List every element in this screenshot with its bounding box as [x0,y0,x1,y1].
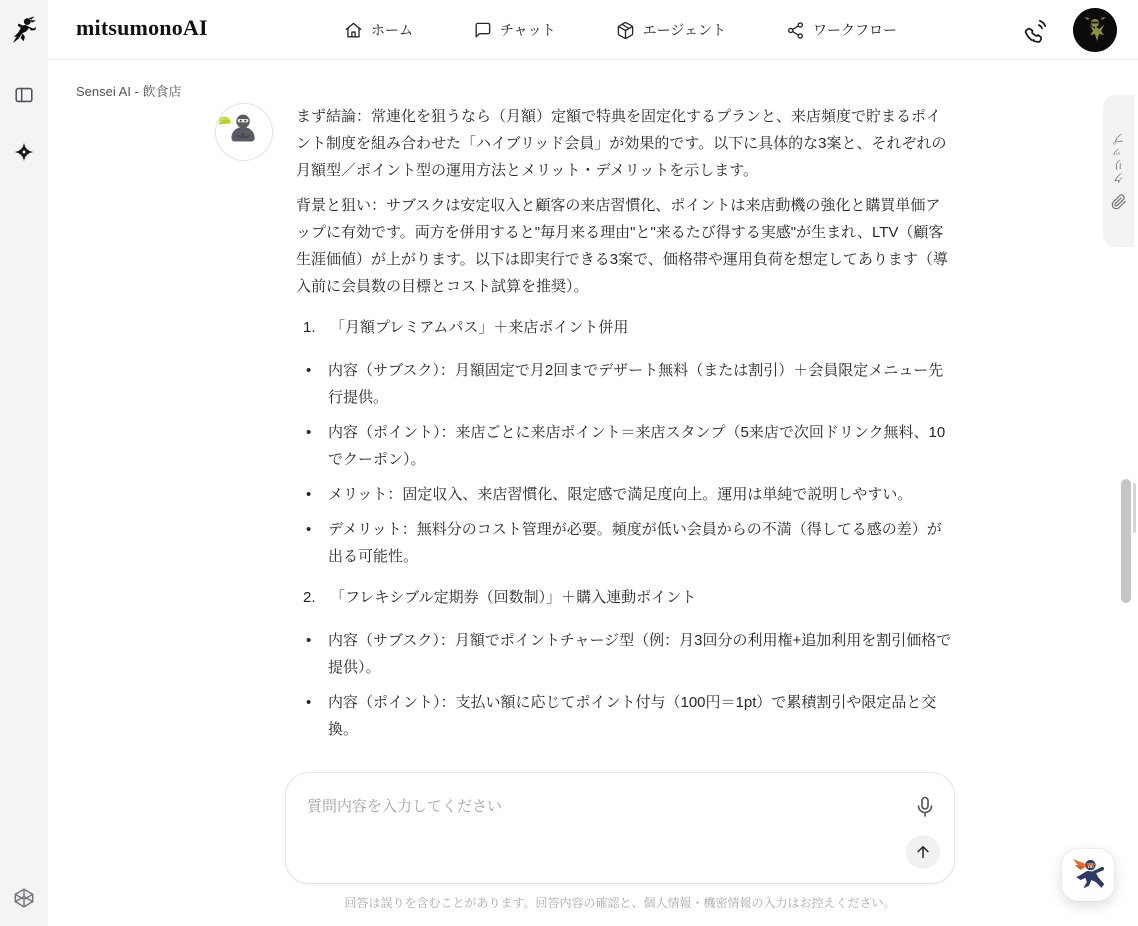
assistant-avatar [215,103,273,161]
page-scrollbar-thumb[interactable] [1133,483,1136,533]
share-nodes-icon [786,21,805,40]
nav-item-agent[interactable] [616,20,726,40]
chat-scrollbar-thumb[interactable] [1121,479,1131,603]
home-icon [344,21,363,40]
list-number: 2. [303,589,316,606]
nav-label: ワークフロー [813,22,898,38]
clip-tab-label: クリップ [1112,132,1126,184]
nav-label: ホーム [371,22,413,38]
message-paragraph: まず結論：常連化を狙うなら（月額）定額で特典を固定化するプランと、来店頻度で貯まるポイント制度を組み合わせた「ハイブリッド会員」が効果的です。以下に具体的な3案と、それぞれの月額型／ポイント型の運用方法とメリット・デメリットを示します。 [296,108,947,179]
send-button[interactable] [906,835,940,869]
user-avatar[interactable] [1073,8,1117,52]
nav-label: チャット [500,22,556,38]
bullet-item: • 内容（サブスク）：月額でポイントチャージ型（例：月3回分の利用権+追加利用を割引価格で提供）。 [296,627,954,681]
ai-disclaimer: 回答は誤りを含むことがあります。回答内容の確認と、個人情報・機密情報の入力はお控えください。 [344,896,896,910]
conversation-title: Sensei AI - 飲食店 [76,84,182,99]
nav-item-chat[interactable] [473,20,556,40]
nav-label: エージェント [642,22,727,38]
bullet-item: • 内容（ポイント）：来店ごとに来店ポイント＝来店スタンプ（5来店で次回ドリンク無料、10でクーポン）。 [296,419,954,473]
sparkle-icon[interactable] [12,140,36,164]
bullet-item: • 内容（サブスク）：月額固定で月2回までデザート無料（または割引）＋会員限定メニュー先行提供。 [296,357,954,411]
nav-item-workflow[interactable] [786,20,897,40]
mascot-chat-button[interactable] [1062,849,1114,901]
list-title: 「月額プレミアムパス」＋来店ポイント併用 [330,319,629,336]
mascot-ninja-icon [1068,855,1108,895]
app-logo-ninja-icon[interactable] [9,13,39,47]
list-item-2 [296,584,954,611]
sandbox-cube-icon[interactable] [12,886,36,910]
top-header [48,0,1138,60]
bullet-item: • 内容（ポイント）：支払い額に応じてポイント付与（100円＝1pt）で累積割引や限定品と交換。 [296,689,954,743]
clip-panel-tab[interactable] [1103,95,1134,247]
brand-title[interactable]: mitsumonoAI [76,15,208,40]
paperclip-icon [1111,194,1127,210]
microphone-icon[interactable] [913,795,937,819]
package-cube-icon [616,21,635,40]
bullet-item: • デメリット：無料分のコスト管理が必要。頻度が低い会員からの不満（得してる感の差）が出る可能性。 [296,516,954,570]
sidebar-toggle-icon[interactable] [12,83,36,107]
chat-input[interactable] [286,773,954,883]
message-paragraph: 背景と狙い：サブスクは安定収入と顧客の来店習慣化、ポイントは来店動機の強化と購買単価アップに有効です。両方を併用すると"毎月来る理由"と"来るたび得する実感"が生まれ、LTV（顧客生涯価値）が上がります。以下は即実行できる3案で、価格帯や運用負荷を想定してあります（導入前に会員数の目標とコスト試算を推奨）。 [296,197,948,295]
left-rail [0,0,48,926]
assistant-message [296,103,954,751]
chat-scroll-area[interactable] [48,60,1103,772]
message-composer [285,772,955,884]
arrow-up-icon [914,843,932,861]
main-nav [344,0,897,60]
voice-call-icon[interactable] [1022,17,1048,43]
bullet-item: • メリット：固定収入、来店習慣化、限定感で満足度向上。運用は単純で説明しやすい。 [296,481,954,508]
list-title: 「フレキシブル定期券（回数制）」＋購入連動ポイント [330,589,697,606]
list-number: 1. [303,319,316,336]
chat-bubble-icon [473,21,492,40]
list-item-1 [296,314,954,341]
nav-item-home[interactable] [344,20,413,40]
